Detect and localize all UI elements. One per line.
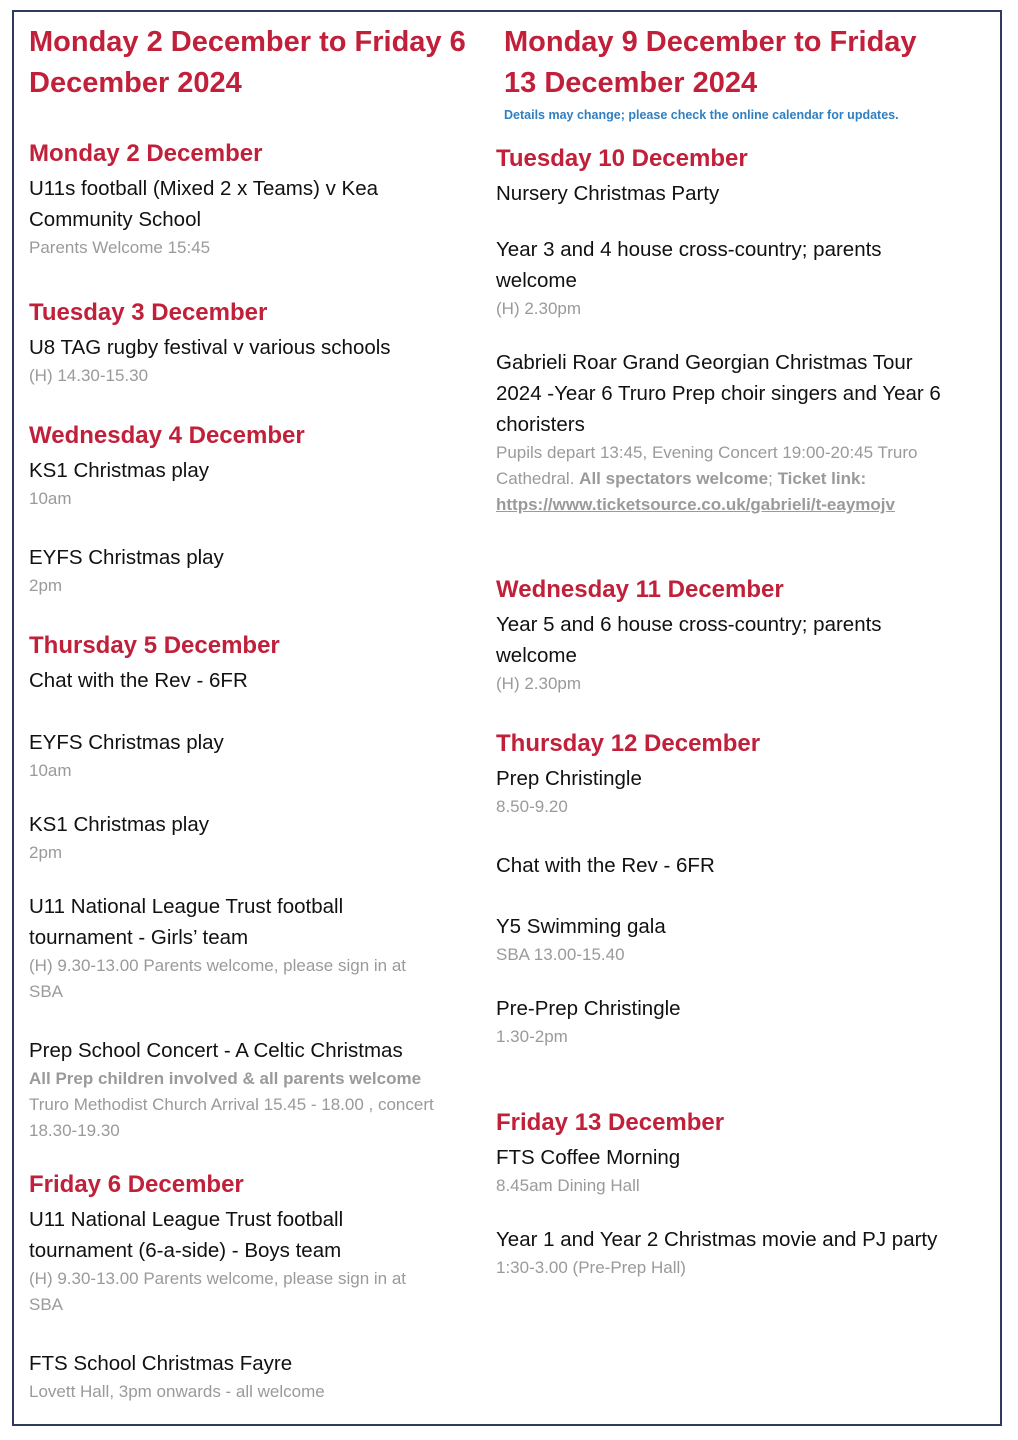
- event-y5-swimming-gala: [496, 911, 666, 968]
- event-detail: Pupils depart 13:45, Evening Concert 19:00-20:45 Truro Cathedral. All spectators welcome; Ticket link: https://www.ticketsource.co.uk/gabrieli/t-eaymojv: [496, 443, 918, 514]
- event-year-3-4-cross-country: [496, 234, 882, 322]
- event-detail: 10am: [29, 761, 72, 780]
- event-title: EYFS Christmas play: [29, 546, 224, 569]
- week-2-title-line1: Monday 9 December to Friday: [504, 26, 917, 58]
- event-eyfs-christmas-play: [29, 727, 224, 784]
- event-u8-tag-rugby: [29, 332, 391, 389]
- event-chat-with-rev: [496, 850, 715, 881]
- event-ks1-christmas-play: [29, 809, 209, 866]
- week-1-title-line2: December 2024: [29, 67, 242, 99]
- event-detail: 8.50-9.20: [496, 797, 568, 816]
- day-heading-tuesday-10: Tuesday 10 December: [496, 145, 748, 172]
- event-detail: (H) 2.30pm: [496, 299, 582, 318]
- week-2-title: [504, 22, 917, 104]
- event-chat-with-rev: [29, 665, 248, 696]
- day-heading-tuesday-3: Tuesday 3 December: [29, 299, 268, 326]
- event-title: Chat with the Rev - 6FR: [496, 854, 715, 877]
- event-christmas-fayre: [29, 1348, 325, 1405]
- event-highlight: All Prep children involved & all parents welcome: [29, 1069, 422, 1088]
- event-title: Y5 Swimming gala: [496, 915, 666, 938]
- event-detail: 8.45am Dining Hall: [496, 1176, 640, 1195]
- event-title: U11 National League Trust football tournament - Girls’ team: [29, 895, 344, 949]
- event-prep-christingle: [496, 763, 642, 820]
- event-gabrieli-roar-tour: [496, 347, 941, 518]
- event-title: KS1 Christmas play: [29, 459, 210, 482]
- week-1-title-line1: Monday 2 December to Friday 6: [29, 26, 466, 58]
- event-title: FTS Coffee Morning: [496, 1146, 681, 1169]
- calendar-update-note: Details may change; please check the online calendar for updates.: [504, 108, 899, 122]
- event-title: FTS School Christmas Fayre: [29, 1352, 293, 1375]
- event-u11-boys-tournament: [29, 1204, 406, 1318]
- event-title: Year 1 and Year 2 Christmas movie and PJ party: [496, 1228, 938, 1251]
- event-ks1-christmas-play: [29, 455, 209, 512]
- week-2-title-line2: 13 December 2024: [504, 67, 758, 99]
- event-detail: SBA 13.00-15.40: [496, 945, 625, 964]
- event-title: Chat with the Rev - 6FR: [29, 669, 248, 692]
- event-title: U8 TAG rugby festival v various schools: [29, 336, 391, 359]
- day-heading-friday-6: Friday 6 December: [29, 1171, 244, 1198]
- event-detail: 10am: [29, 489, 72, 508]
- event-title: U11s football (Mixed 2 x Teams) v Kea Community School: [29, 177, 379, 231]
- event-fts-coffee-morning: [496, 1142, 680, 1199]
- day-heading-thursday-12: Thursday 12 December: [496, 730, 761, 757]
- event-detail: (H) 2.30pm: [496, 674, 582, 693]
- event-eyfs-christmas-play: [29, 542, 224, 599]
- event-detail: 1.30-2pm: [496, 1027, 568, 1046]
- event-prep-school-concert: [29, 1035, 434, 1144]
- event-detail: Parents Welcome 15:45: [29, 238, 211, 257]
- event-year-5-6-cross-country: [496, 609, 882, 697]
- event-pre-prep-christingle: [496, 993, 681, 1050]
- event-detail: 2pm: [29, 843, 63, 862]
- event-detail: 1:30-3.00 (Pre-Prep Hall): [496, 1258, 686, 1277]
- day-heading-monday-2: Monday 2 December: [29, 140, 263, 167]
- event-detail: (H) 14.30-15.30: [29, 366, 149, 385]
- event-title: KS1 Christmas play: [29, 813, 210, 836]
- day-heading-thursday-5: Thursday 5 December: [29, 632, 280, 659]
- event-title: Prep Christingle: [496, 767, 642, 790]
- event-detail: (H) 9.30-13.00 Parents welcome, please sign in at SBA: [29, 1269, 407, 1314]
- ticket-link[interactable]: https://www.ticketsource.co.uk/gabrieli/t-eaymojv: [496, 495, 895, 514]
- event-u11s-football: [29, 173, 378, 261]
- event-title: Nursery Christmas Party: [496, 182, 720, 205]
- day-heading-wednesday-4: Wednesday 4 December: [29, 422, 305, 449]
- event-title: Gabrieli Roar Grand Georgian Christmas Tour 2024 -Year 6 Truro Prep choir singers and Year 6 choristers: [496, 351, 941, 436]
- event-title: Prep School Concert - A Celtic Christmas: [29, 1039, 403, 1062]
- event-title: Year 3 and 4 house cross-country; parents welcome: [496, 238, 882, 292]
- event-christmas-movie-pj-party: [496, 1224, 937, 1281]
- event-detail: (H) 9.30-13.00 Parents welcome, please sign in at SBA: [29, 956, 407, 1001]
- event-title: EYFS Christmas play: [29, 731, 224, 754]
- event-detail: Truro Methodist Church Arrival 15.45 - 18.00 , concert 18.30-19.30: [29, 1095, 434, 1140]
- event-detail: Lovett Hall, 3pm onwards - all welcome: [29, 1382, 325, 1401]
- day-heading-friday-13: Friday 13 December: [496, 1109, 725, 1136]
- event-nursery-christmas-party: [496, 178, 719, 209]
- event-title: U11 National League Trust football tournament (6-a-side) - Boys team: [29, 1208, 344, 1262]
- event-title: Pre-Prep Christingle: [496, 997, 681, 1020]
- event-u11-girls-tournament: [29, 891, 406, 1005]
- event-title: Year 5 and 6 house cross-country; parents welcome: [496, 613, 882, 667]
- week-1-title: [29, 22, 466, 104]
- day-heading-wednesday-11: Wednesday 11 December: [496, 576, 784, 603]
- event-detail: 2pm: [29, 576, 63, 595]
